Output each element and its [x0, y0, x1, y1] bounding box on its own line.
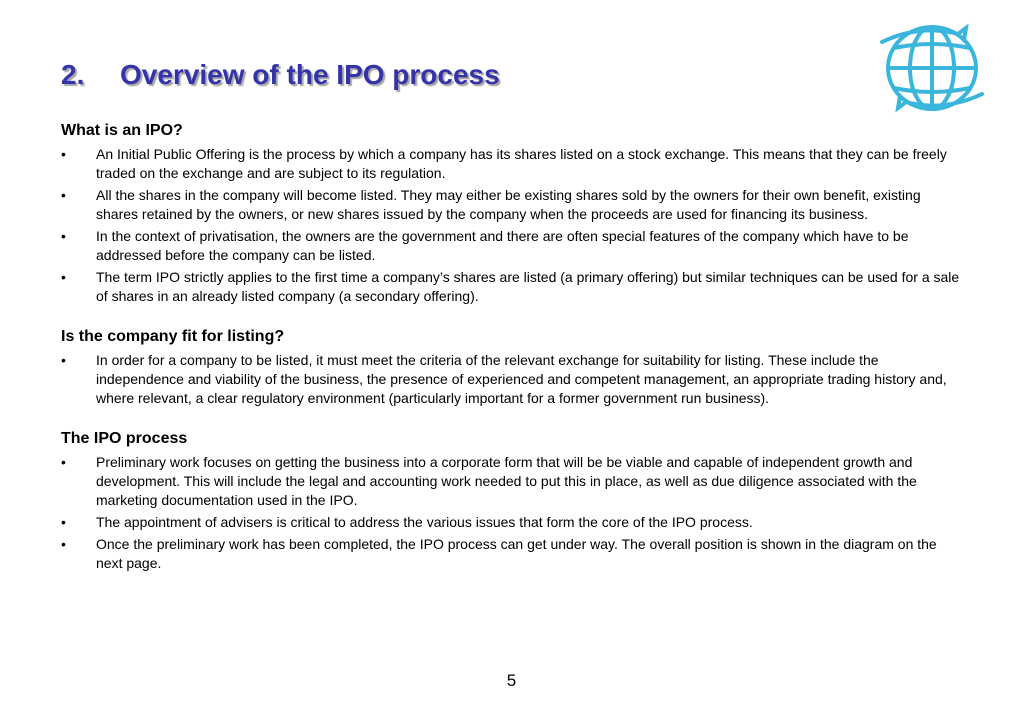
bullet-marker: •: [61, 454, 66, 470]
bullet-marker: •: [61, 514, 66, 530]
slide-title: [61, 57, 500, 93]
slide-title-number: 2.: [61, 59, 85, 90]
list-item: [61, 453, 966, 510]
list-item-text: In the context of privatisation, the owners are the government and there are often special features of the company which have to be addressed before the company can be listed.: [96, 228, 909, 263]
globe-icon: [880, 20, 984, 116]
bullet-list: [61, 453, 966, 573]
bullet-list: [61, 351, 966, 408]
list-item: [61, 351, 966, 408]
page-number: 5: [506, 671, 517, 690]
bullet-marker: •: [61, 536, 66, 552]
list-item-text: All the shares in the company will become listed. They may either be existing shares sold by the owners for their own benefit, existing shares retained by the owners, or new shares issued by the company when the proceeds are used for financing its business.: [96, 187, 921, 222]
list-item-text: In order for a company to be listed, it must meet the criteria of the relevant exchange for suitability for listing. These include the independence and viability of the business, the presence of experienced and competent management, an appropriate trading history and, where relevant, a clear regulatory environment (particularly important for a former government run business).: [96, 352, 947, 406]
section-heading: What is an IPO?: [61, 122, 183, 139]
list-item-text: Preliminary work focuses on getting the business into a corporate form that will be be viable and capable of independent growth and development. This will include the legal and accounting work needed to put this in place, as well as due diligence associated with the marketing documentation used in the IPO.: [96, 454, 917, 508]
list-item: [61, 535, 966, 573]
section-fit-for-listing: [61, 326, 966, 408]
bullet-marker: •: [61, 228, 66, 244]
list-item-text: The appointment of advisers is critical to address the various issues that form the core of the IPO process.: [96, 514, 753, 530]
bullet-marker: •: [61, 187, 66, 203]
list-item: [61, 227, 966, 265]
list-item: [61, 186, 966, 224]
list-item: [61, 145, 966, 183]
list-item-text: The term IPO strictly applies to the first time a company’s shares are listed (a primary offering) but similar techniques can be used for a sale of shares in an already listed company (a secondary offering).: [96, 269, 960, 304]
section-what-is-an-ipo: [61, 120, 966, 306]
section-heading: Is the company fit for listing?: [61, 328, 285, 345]
bullet-marker: •: [61, 269, 66, 285]
bullet-list: [61, 145, 966, 306]
bullet-marker: •: [61, 352, 66, 368]
slide-content: [61, 120, 966, 576]
section-heading: The IPO process: [61, 430, 188, 447]
slide-title-text: Overview of the IPO process: [120, 59, 500, 90]
list-item-text: An Initial Public Offering is the process by which a company has its shares listed on a stock exchange. This means that they can be freely traded on the exchange and are subject to its regulation.: [96, 146, 947, 181]
list-item-text: Once the preliminary work has been completed, the IPO process can get under way. The overall position is shown in the diagram on the next page.: [96, 536, 937, 571]
list-item: [61, 513, 966, 532]
section-ipo-process: [61, 428, 966, 573]
list-item: [61, 268, 966, 306]
bullet-marker: •: [61, 146, 66, 162]
